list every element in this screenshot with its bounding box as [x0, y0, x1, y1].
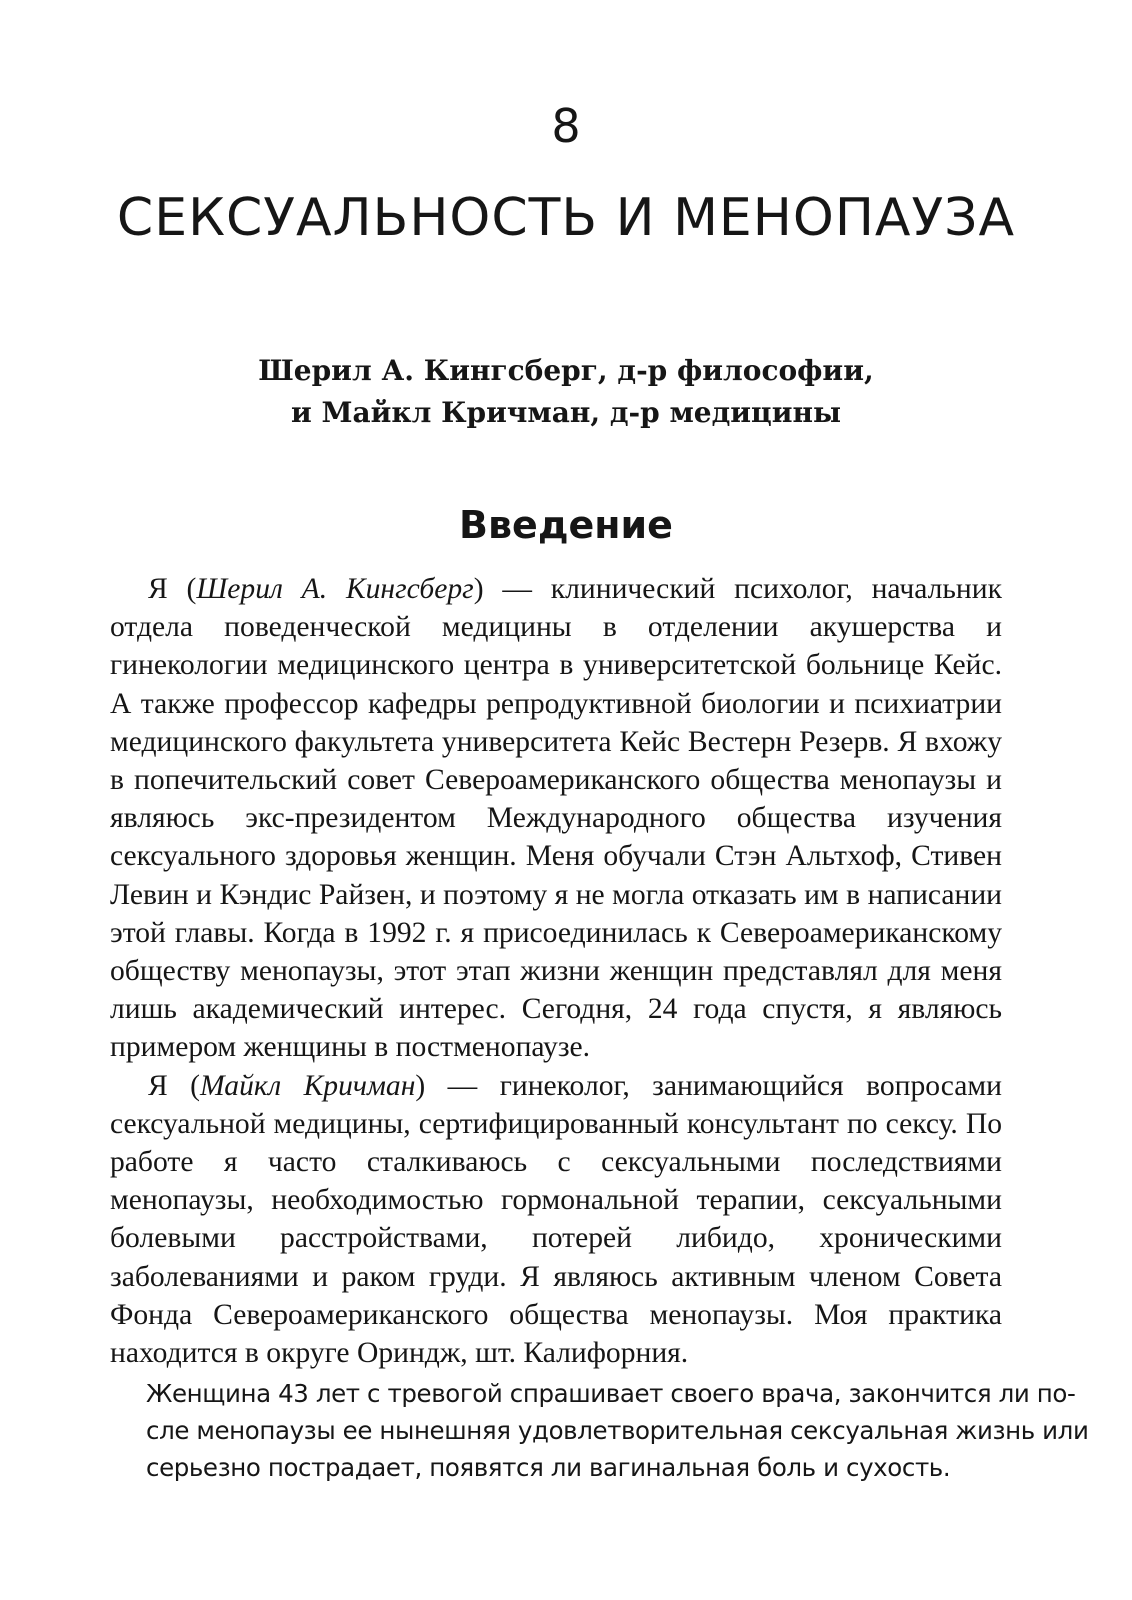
case-line-2: сле менопаузы ее нынешняя удовлетворительная сексуальная жизнь или: [146, 1416, 1089, 1445]
section-heading: Введение: [459, 503, 673, 547]
case-line-3: серьезно пострадает, появятся ли вагинальная боль и сухость.: [146, 1453, 951, 1482]
paragraph-1-text: ) — клинический психолог, начальник отдела поведенческой медицины в отделении акушерства и гинекологии медицинского центра в университетской больнице Кейс. А также профессор кафедры репродуктивной биологии и психиатрии медицинского факультета университета Кейс Вестерн Резерв. Я вхожу в попечительский совет Североамериканского общества менопаузы и являюсь экс-президентом Международного общества изучения сексуального здоровья женщин. Меня обучали Стэн Альтхоф, Стивен Левин и Кэндис Райзен, и поэтому я не могла отказать им в написании этой главы. Когда в 1992 г. я присоединилась к Североамериканскому обществу менопаузы, этот этап жизни женщин представлял для меня лишь академический интерес. Сегодня, 24 года спустя, я являюсь примером женщины в постменопаузе.: [110, 573, 1002, 1064]
clinical-case: [146, 1375, 1089, 1486]
paragraph-1: [110, 570, 1002, 1067]
paragraph-2-prefix: Я (: [148, 1069, 201, 1102]
authors-line-1: Шерил А. Кингсберг, д-р философии,: [258, 354, 874, 387]
paragraph-2: [110, 1067, 1002, 1373]
paragraph-2-text: ) — гинеколог, занимающийся вопросами сексуальной медицины, сертифицированный консультант по сексу. По работе я часто сталкиваюсь с сексуальными последствиями менопаузы, необходимостью гормональной терапии, сексуальными болевыми расстройствами, потерей либидо, хроническими заболеваниями и раком груди. Я являюсь активным членом Совета Фонда Североамериканского общества менопаузы. Моя практика находится в округе Ориндж, шт. Калифорния.: [110, 1069, 1003, 1370]
paragraph-1-author-name: Шерил А. Кингсберг: [196, 573, 474, 605]
body-text: [110, 570, 1002, 1372]
authors-line-2: и Майкл Кричман, д-р медицины: [290, 396, 842, 429]
chapter-number: 8: [551, 99, 581, 153]
case-line-1: Женщина 43 лет с тревогой спрашивает своего врача, закончится ли по-: [146, 1379, 1076, 1408]
paragraph-1-prefix: Я (: [148, 573, 197, 605]
paragraph-2-author-name: Майкл Кричман: [200, 1069, 416, 1102]
chapter-authors: [0, 350, 1132, 434]
chapter-title: СЕКСУАЛЬНОСТЬ И МЕНОПАУЗА: [116, 188, 1016, 248]
